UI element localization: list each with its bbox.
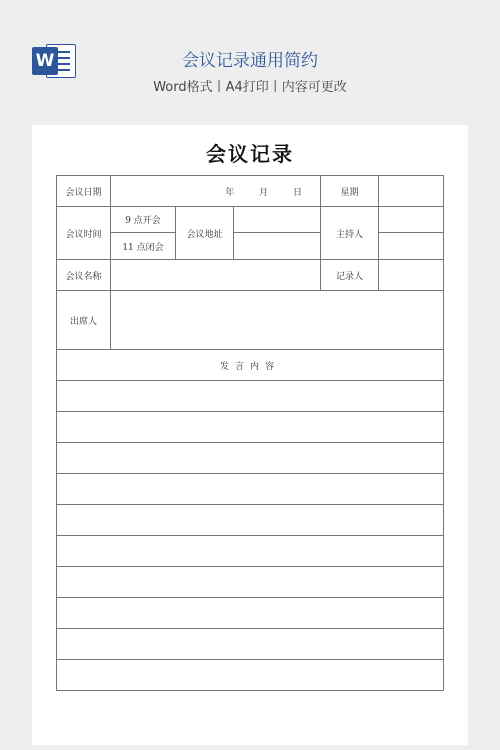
- speech-row: [57, 474, 444, 505]
- speech-row: [57, 567, 444, 598]
- label-location: 会议地址: [176, 207, 234, 260]
- location-field-1[interactable]: [234, 207, 321, 233]
- label-host: 主持人: [321, 207, 379, 260]
- row-meeting-time-2: [57, 233, 444, 260]
- speech-line[interactable]: [57, 629, 444, 660]
- speech-row: [57, 660, 444, 691]
- speech-line[interactable]: [57, 474, 444, 505]
- speech-row: [57, 629, 444, 660]
- row-meeting-date: [57, 176, 444, 207]
- speech-line[interactable]: [57, 412, 444, 443]
- document-title: 会议记录: [206, 142, 294, 166]
- speech-row: [57, 412, 444, 443]
- speech-row: [57, 443, 444, 474]
- attendees-field[interactable]: [111, 291, 444, 350]
- speech-line[interactable]: [57, 536, 444, 567]
- location-field-2[interactable]: [234, 233, 321, 260]
- word-icon-letter: W: [32, 47, 58, 75]
- label-meeting-time: 会议时间: [57, 207, 111, 260]
- speech-row: [57, 381, 444, 412]
- start-time: 9 点开会: [111, 207, 176, 233]
- end-time: 11 点闭会: [111, 233, 176, 260]
- host-field-2[interactable]: [379, 233, 444, 260]
- row-attendees: [57, 291, 444, 350]
- speech-row: [57, 536, 444, 567]
- speech-line[interactable]: [57, 660, 444, 691]
- row-speech-header: [57, 350, 444, 381]
- label-month: 月: [259, 187, 269, 198]
- label-weekday: 星期: [321, 176, 379, 207]
- speech-line[interactable]: [57, 381, 444, 412]
- meeting-name-field[interactable]: [111, 260, 321, 291]
- document-page: [32, 125, 468, 745]
- speech-content-header: 发言内容: [57, 350, 444, 381]
- label-day: 日: [292, 187, 302, 198]
- label-year: 年: [225, 187, 235, 198]
- page-header: [0, 0, 500, 125]
- speech-line[interactable]: [57, 443, 444, 474]
- speech-line[interactable]: [57, 598, 444, 629]
- speech-row: [57, 505, 444, 536]
- row-meeting-time-1: [57, 207, 444, 233]
- weekday-field[interactable]: [379, 176, 444, 207]
- date-field[interactable]: [111, 176, 321, 207]
- speech-line[interactable]: [57, 567, 444, 598]
- host-field-1[interactable]: [379, 207, 444, 233]
- meeting-record-form: [56, 175, 444, 691]
- page-title: 会议记录通用简约: [182, 51, 318, 71]
- page-subtitle: Word格式丨A4打印丨内容可更改: [153, 80, 347, 95]
- row-meeting-name: [57, 260, 444, 291]
- label-recorder: 记录人: [321, 260, 379, 291]
- speech-row: [57, 598, 444, 629]
- label-attendees: 出席人: [57, 291, 111, 350]
- speech-line[interactable]: [57, 505, 444, 536]
- recorder-field[interactable]: [379, 260, 444, 291]
- label-meeting-date: 会议日期: [57, 176, 111, 207]
- label-meeting-name: 会议名称: [57, 260, 111, 291]
